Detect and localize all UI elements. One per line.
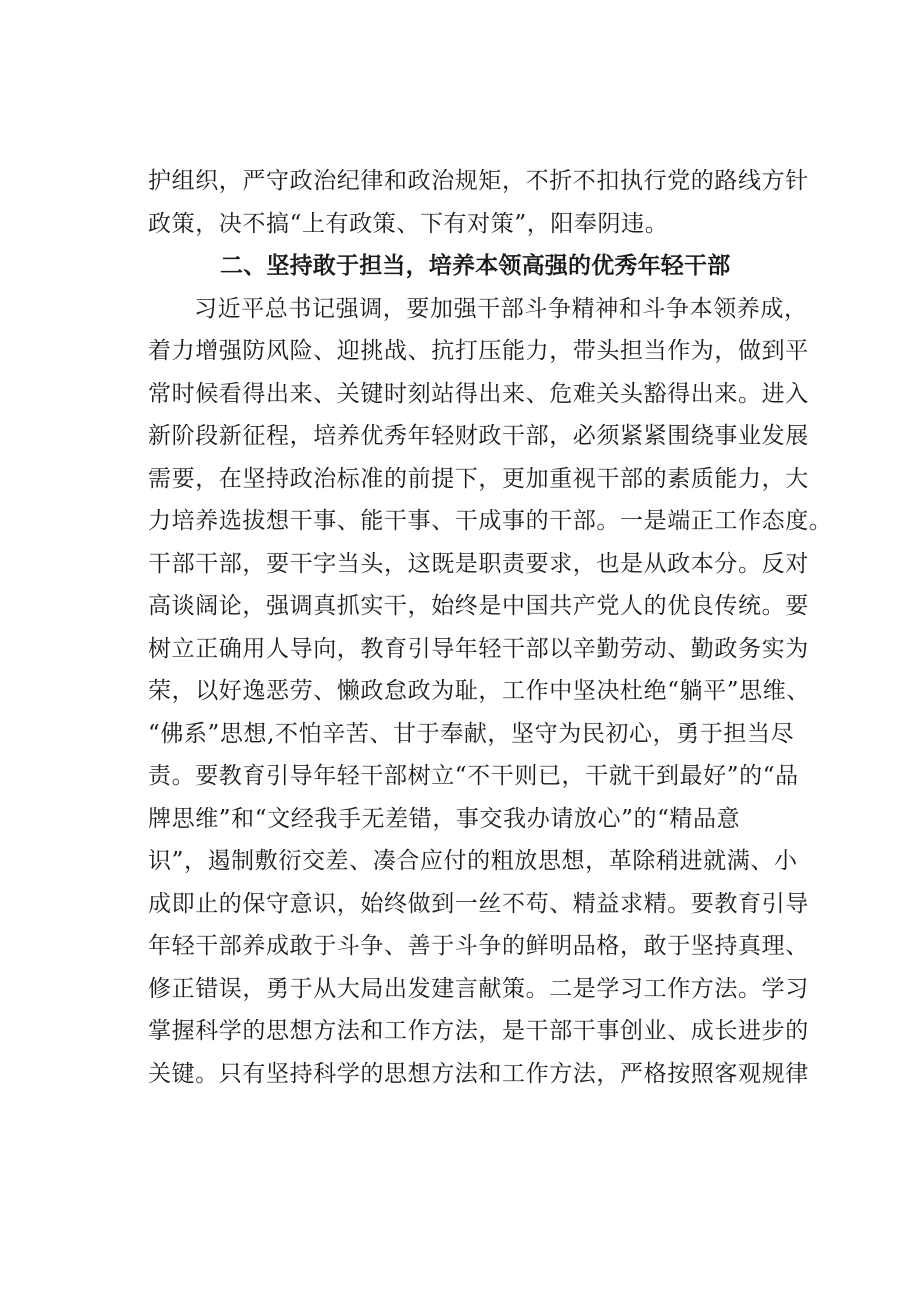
paragraph-line: 常时候看得出来、关键时刻站得出来、危难关头豁得出来。进入 (148, 380, 809, 407)
paragraph-line: “佛系”思想,不怕辛苦、甘于奉献，坚守为民初心，勇于担当尽 (148, 720, 795, 747)
paragraph-line: 成即止的保守意识，始终做到一丝不苟、精益求精。要教育引导 (148, 890, 809, 917)
paragraph-line: 力培养选拔想干事、能干事、干成事的干部。一是端正工作态度。 (148, 508, 833, 534)
paragraph-line: 修正错误，勇于从大局出发建言献策。二是学习工作方法。学习 (148, 975, 809, 1002)
paragraph-line: 年轻干部养成敢于斗争、善于斗争的鲜明品格，敢于坚持真理、 (148, 933, 809, 959)
continuation-line: 政策，决不搞“上有政策、下有对策”，阳奉阴违。 (148, 210, 669, 237)
body-text (148, 160, 833, 1095)
paragraph-line: 关键。只有坚持科学的思想方法和工作方法，严格按照客观规律 (148, 1060, 809, 1087)
paragraph-line: 掌握科学的思想方法和工作方法，是干部干事创业、成长进步的 (148, 1018, 809, 1044)
paragraph-line: 新阶段新征程，培养优秀年轻财政干部，必须紧紧围绕事业发展 (148, 423, 809, 449)
section-heading: 二、坚持敢于担当，培养本领高强的优秀年轻干部 (220, 253, 731, 279)
paragraph-line: 荣，以好逸恶劳、懒政怠政为耻，工作中坚决杜绝“躺平”思维、 (148, 678, 810, 704)
paragraph-line: 高谈阔论，强调真抓实干，始终是中国共产党人的优良传统。要 (148, 593, 809, 619)
paragraph-line: 需要，在坚持政治标准的前提下，更加重视干部的素质能力，大 (148, 465, 809, 492)
paragraph-line: 着力增强防风险、迎挑战、抗打压能力，带头担当作为，做到平 (148, 338, 809, 364)
continuation-line: 护组织，严守政治纪律和政治规矩，不折不扣执行党的路线方针 (148, 168, 809, 194)
paragraph-line: 树立正确用人导向，教育引导年轻干部以辛勤劳动、勤政务实为 (148, 635, 809, 662)
paragraph-line: 习近平总书记强调，要加强干部斗争精神和斗争本领养成， (194, 295, 808, 322)
paragraph-line: 牌思维”和“文经我手无差错，事交我办请放心”的“精品意 (148, 805, 741, 832)
paragraph-line: 干部干部，要干字当头，这既是职责要求，也是从政本分。反对 (148, 550, 809, 577)
paragraph-line: 识”，遏制敷衍交差、凑合应付的粗放思想，革除稍进就满、小 (148, 848, 798, 874)
paragraph-line: 责。要教育引导年轻干部树立“不干则已，干就干到最好”的“品 (148, 763, 799, 789)
